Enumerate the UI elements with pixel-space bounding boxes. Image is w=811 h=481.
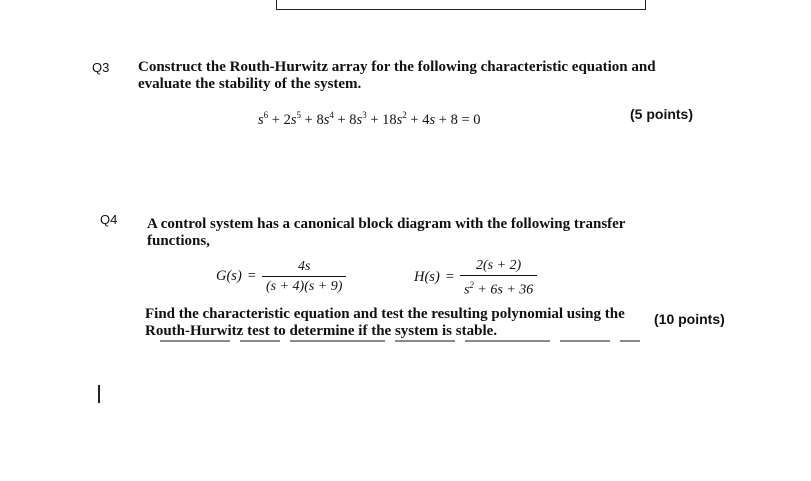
h-denominator [460,275,537,299]
h-den-rest: + 6s + 36 [473,282,534,298]
term-coefficient: 18 [382,111,397,128]
term-coefficient: 4 [422,111,430,128]
q3-prompt-line-1: Construct the Routh-Hurwitz array for the following characteristic equation and [138,59,656,75]
equation-term [382,112,407,128]
transfer-function-h [414,257,537,299]
term-coefficient: 8 [316,111,324,128]
q4-find-line-2: Routh-Hurwitz test to determine if the system is stable. [145,323,498,339]
q4-points: (10 points) [654,311,725,327]
term-variable: s [356,111,363,128]
q3-points: (5 points) [630,106,693,122]
q3-prompt [138,59,698,93]
term-exponent: 3 [362,110,367,120]
h-fraction [460,257,537,299]
term-exponent: 4 [329,110,334,120]
term-variable: s [290,111,297,128]
equation-term [422,112,435,128]
h-equals: = [445,269,454,286]
term-exponent: 5 [296,110,301,120]
term-variable: s [396,111,403,128]
equation-term [316,112,333,128]
g-numerator: 4s [297,259,311,274]
term-variable: s [323,111,330,128]
question-number-q4: Q4 [100,212,118,227]
top-text-box [276,0,646,10]
q4-find-text [145,306,650,340]
q3-prompt-line-2: evaluate the stability of the system. [138,76,362,92]
term-coefficient: 2 [283,111,291,128]
cropped-text-line [160,339,650,343]
plus-sign: + [366,111,383,128]
q4-prompt [147,216,667,250]
plus-sign: + [406,111,423,128]
g-fraction [262,258,346,295]
term-coefficient: 8 [349,111,357,128]
term-exponent: 6 [263,110,269,120]
characteristic-equation [258,110,481,129]
plus-sign: + [301,111,317,128]
g-equals: = [247,268,256,284]
equation-term [349,112,366,128]
h-numerator: 2(s + 2) [476,258,522,273]
h-lhs: H(s) [414,269,440,286]
term-coefficient: 8 [450,111,458,128]
term-exponent: 2 [402,110,407,120]
q4-prompt-line-2: functions, [147,233,210,249]
equation-term [258,112,268,128]
question-number-q3: Q3 [92,60,110,75]
q4-find-line-1: Find the characteristic equation and test the resulting polynomial using the [145,306,625,322]
plus-sign: + [333,111,350,128]
h-den-base: s [463,282,470,298]
equation-term [451,112,458,128]
plus-sign: + [268,111,284,128]
equals-zero: = 0 [457,111,481,128]
h-den-exponent: 2 [469,280,474,290]
transfer-function-g [216,258,346,295]
term-variable: s [258,111,264,128]
q4-prompt-line-1: A control system has a canonical block diagram with the following transfer [147,216,626,232]
plus-sign: + [435,111,451,128]
equation-term [284,112,301,128]
term-variable: s [429,111,436,128]
g-denominator: (s + 4)(s + 9) [262,276,346,295]
g-lhs: G(s) [216,268,242,284]
text-cursor [98,385,100,403]
